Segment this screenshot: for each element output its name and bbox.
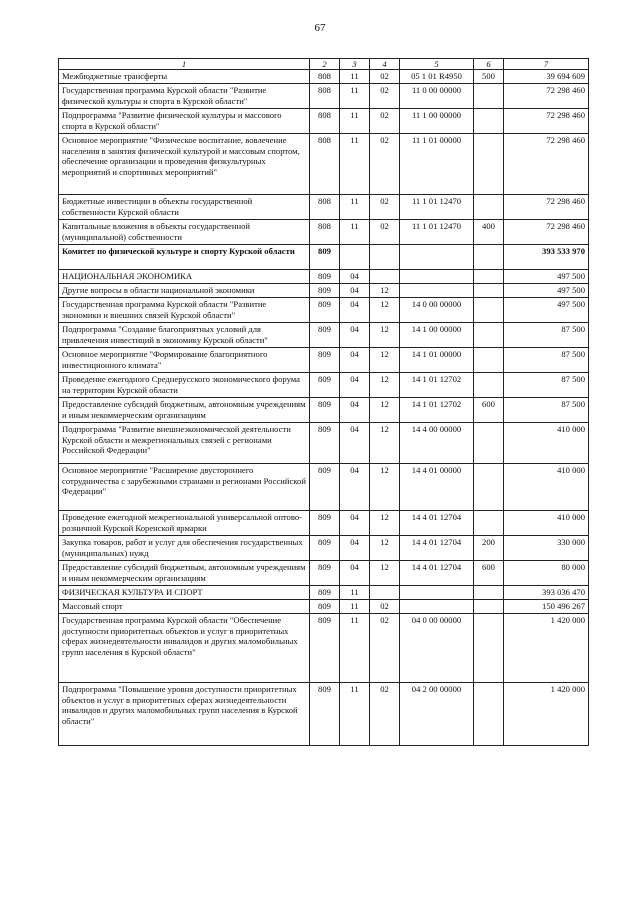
cell-target-article: 05 1 01 R4950 [400,70,474,84]
cell-expense-type [474,270,504,284]
cell-expense-type [474,373,504,398]
cell-amount: 80 000 [504,561,589,586]
cell-subsection: 12 [370,561,400,586]
cell-expense-type [474,464,504,511]
row-name: Подпрограмма "Развитие внешнеэкономической деятельности Курской области и межрегиональных связей с регионами Российской Федерации" [59,423,310,464]
cell-section: 04 [340,298,370,323]
cell-amount: 72 298 460 [504,109,589,134]
cell-ministry: 809 [310,245,340,270]
cell-subsection: 12 [370,284,400,298]
cell-amount: 72 298 460 [504,134,589,195]
row-name: Основное мероприятие "Формирование благоприятного инвестиционного климата" [59,348,310,373]
cell-subsection: 02 [370,84,400,109]
cell-target-article: 14 4 01 12704 [400,536,474,561]
page-number: 67 [314,22,326,34]
cell-amount: 497 500 [504,298,589,323]
table-row [59,586,589,600]
cell-target-article [400,245,474,270]
cell-subsection: 02 [370,220,400,245]
cell-target-article: 14 0 00 00000 [400,298,474,323]
cell-expense-type [474,586,504,600]
cell-ministry: 808 [310,84,340,109]
cell-subsection: 12 [370,423,400,464]
cell-subsection: 02 [370,109,400,134]
cell-target-article: 14 1 01 00000 [400,348,474,373]
table-row [59,683,589,746]
cell-amount: 39 694 609 [504,70,589,84]
cell-subsection [370,270,400,284]
cell-target-article [400,600,474,614]
row-name: Проведение ежегодной межрегиональной универсальной оптово-розничной Курской Коренской ярмарки [59,511,310,536]
cell-ministry: 809 [310,511,340,536]
row-name: Другие вопросы в области национальной экономики [59,284,310,298]
column-header: 2 [310,59,340,70]
cell-subsection: 12 [370,536,400,561]
cell-section: 11 [340,614,370,683]
cell-ministry: 809 [310,600,340,614]
table-row [59,614,589,683]
cell-expense-type [474,683,504,746]
cell-amount: 393 533 970 [504,245,589,270]
cell-expense-type [474,348,504,373]
cell-ministry: 809 [310,398,340,423]
table-row [59,195,589,220]
column-header: 6 [474,59,504,70]
cell-amount: 393 036 470 [504,586,589,600]
cell-ministry: 809 [310,323,340,348]
cell-target-article: 14 4 01 00000 [400,464,474,511]
cell-target-article: 14 4 01 12704 [400,561,474,586]
cell-target-article [400,270,474,284]
cell-expense-type: 200 [474,536,504,561]
cell-subsection [370,245,400,270]
cell-ministry: 808 [310,134,340,195]
cell-ministry: 809 [310,464,340,511]
cell-ministry: 809 [310,348,340,373]
cell-section: 04 [340,464,370,511]
cell-section: 04 [340,423,370,464]
cell-section: 11 [340,195,370,220]
cell-expense-type [474,195,504,220]
table-row [59,348,589,373]
cell-section: 11 [340,220,370,245]
cell-subsection: 02 [370,195,400,220]
cell-target-article: 14 4 00 00000 [400,423,474,464]
cell-target-article [400,284,474,298]
row-name: Предоставление субсидий бюджетным, автономным учреждениям и иным некоммерческим организациям [59,398,310,423]
cell-ministry: 809 [310,614,340,683]
cell-amount: 1 420 000 [504,614,589,683]
cell-ministry: 809 [310,683,340,746]
row-name: Основное мероприятие "Физическое воспитание, вовлечение населения в занятия физической культурой и массовым спортом, обеспечение организации и проведения физкультурных мероприятий и спортивных мероприятий" [59,134,310,195]
cell-subsection: 02 [370,70,400,84]
cell-amount: 87 500 [504,373,589,398]
table-row [59,511,589,536]
cell-ministry: 809 [310,373,340,398]
table-row [59,84,589,109]
table-row [59,70,589,84]
table-row [59,245,589,270]
table-row [59,323,589,348]
cell-section: 11 [340,586,370,600]
table-row [59,464,589,511]
cell-section: 04 [340,270,370,284]
cell-section: 11 [340,134,370,195]
cell-amount: 87 500 [504,398,589,423]
cell-subsection: 12 [370,464,400,511]
cell-amount: 410 000 [504,511,589,536]
cell-target-article: 04 0 00 00000 [400,614,474,683]
cell-amount: 87 500 [504,348,589,373]
cell-section: 04 [340,284,370,298]
cell-target-article: 11 1 01 00000 [400,134,474,195]
cell-section: 04 [340,348,370,373]
table-row [59,398,589,423]
row-name: Межбюджетные трансферты [59,70,310,84]
cell-subsection: 12 [370,298,400,323]
cell-target-article: 14 4 01 12704 [400,511,474,536]
table-row [59,284,589,298]
cell-ministry: 809 [310,284,340,298]
cell-subsection: 02 [370,683,400,746]
cell-amount: 72 298 460 [504,220,589,245]
cell-target-article: 14 1 00 00000 [400,323,474,348]
cell-subsection [370,586,400,600]
cell-expense-type: 600 [474,561,504,586]
cell-ministry: 808 [310,220,340,245]
cell-section: 11 [340,683,370,746]
cell-expense-type [474,323,504,348]
cell-amount: 150 496 267 [504,600,589,614]
cell-amount: 330 000 [504,536,589,561]
cell-expense-type [474,423,504,464]
cell-expense-type [474,614,504,683]
cell-amount: 497 500 [504,284,589,298]
row-name: Капитальные вложения в объекты государственной (муниципальной) собственности [59,220,310,245]
cell-expense-type: 500 [474,70,504,84]
cell-ministry: 808 [310,70,340,84]
cell-ministry: 808 [310,109,340,134]
row-name: Комитет по физической культуре и спорту Курской области [59,245,310,270]
cell-expense-type [474,84,504,109]
cell-ministry: 809 [310,423,340,464]
cell-expense-type [474,109,504,134]
row-name: НАЦИОНАЛЬНАЯ ЭКОНОМИКА [59,270,310,284]
column-header: 1 [59,59,310,70]
cell-ministry: 808 [310,195,340,220]
cell-ministry: 809 [310,270,340,284]
cell-subsection: 12 [370,373,400,398]
column-header: 7 [504,59,589,70]
row-name: Подпрограмма "Создание благоприятных условий для привлечения инвестиций в экономику Курской области" [59,323,310,348]
table-row [59,600,589,614]
table-row [59,561,589,586]
row-name: Государственная программа Курской области "Развитие экономики и внешних связей Курской области" [59,298,310,323]
cell-amount: 410 000 [504,423,589,464]
cell-section: 04 [340,398,370,423]
cell-subsection: 12 [370,323,400,348]
table-row [59,298,589,323]
cell-section: 04 [340,511,370,536]
cell-target-article: 11 1 01 12470 [400,195,474,220]
column-header: 5 [400,59,474,70]
budget-table [58,58,589,746]
cell-amount: 72 298 460 [504,195,589,220]
cell-ministry: 809 [310,561,340,586]
row-name: Массовый спорт [59,600,310,614]
cell-amount: 1 420 000 [504,683,589,746]
row-name: Государственная программа Курской области "Развитие физической культуры и спорта в Курской области" [59,84,310,109]
cell-section: 11 [340,109,370,134]
table-header-row [59,59,589,70]
cell-subsection: 02 [370,614,400,683]
cell-section: 04 [340,561,370,586]
row-name: Закупка товаров, работ и услуг для обеспечения государственных (муниципальных) нужд [59,536,310,561]
cell-target-article: 11 0 00 00000 [400,84,474,109]
cell-amount: 497 500 [504,270,589,284]
row-name: Бюджетные инвестиции в объекты государственной собственности Курской области [59,195,310,220]
cell-section: 11 [340,84,370,109]
table-row [59,134,589,195]
table-row [59,220,589,245]
table-row [59,109,589,134]
cell-subsection: 02 [370,134,400,195]
cell-expense-type: 600 [474,398,504,423]
cell-amount: 87 500 [504,323,589,348]
cell-ministry: 809 [310,536,340,561]
cell-section: 04 [340,536,370,561]
cell-expense-type [474,298,504,323]
cell-target-article: 14 1 01 12702 [400,373,474,398]
row-name: Предоставление субсидий бюджетным, автономным учреждениям и иным некоммерческим организациям [59,561,310,586]
cell-amount: 410 000 [504,464,589,511]
row-name: Подпрограмма "Повышение уровня доступности приоритетных объектов и услуг в приоритетных сферах жизнедеятельности инвалидов и других маломобильных групп населения в Курской области" [59,683,310,746]
row-name: Основное мероприятие "Расширение двустороннего сотрудничества с зарубежными странами и регионами Российской Федерации" [59,464,310,511]
cell-subsection: 12 [370,398,400,423]
table-row [59,423,589,464]
row-name: Государственная программа Курской области "Обеспечение доступности приоритетных объектов и услуг в приоритетных сферах жизнедеятельности инвалидов и других маломобильных групп населения в Курской области" [59,614,310,683]
cell-section [340,245,370,270]
cell-ministry: 809 [310,298,340,323]
cell-expense-type [474,245,504,270]
table-row [59,270,589,284]
cell-expense-type [474,511,504,536]
row-name: ФИЗИЧЕСКАЯ КУЛЬТУРА И СПОРТ [59,586,310,600]
cell-section: 04 [340,373,370,398]
cell-ministry: 809 [310,586,340,600]
table-row [59,536,589,561]
column-header: 4 [370,59,400,70]
cell-section: 11 [340,70,370,84]
cell-expense-type [474,600,504,614]
row-name: Проведение ежегодного Среднерусского экономического форума на территории Курской области [59,373,310,398]
column-header: 3 [340,59,370,70]
cell-subsection: 02 [370,600,400,614]
cell-subsection: 12 [370,348,400,373]
cell-expense-type [474,284,504,298]
cell-target-article: 14 1 01 12702 [400,398,474,423]
cell-target-article: 04 2 00 00000 [400,683,474,746]
table-row [59,373,589,398]
cell-expense-type: 400 [474,220,504,245]
cell-target-article [400,586,474,600]
cell-subsection: 12 [370,511,400,536]
cell-target-article: 11 1 01 12470 [400,220,474,245]
cell-target-article: 11 1 00 00000 [400,109,474,134]
cell-section: 11 [340,600,370,614]
cell-expense-type [474,134,504,195]
cell-amount: 72 298 460 [504,84,589,109]
row-name: Подпрограмма "Развитие физической культуры и массового спорта в Курской области" [59,109,310,134]
cell-section: 04 [340,323,370,348]
